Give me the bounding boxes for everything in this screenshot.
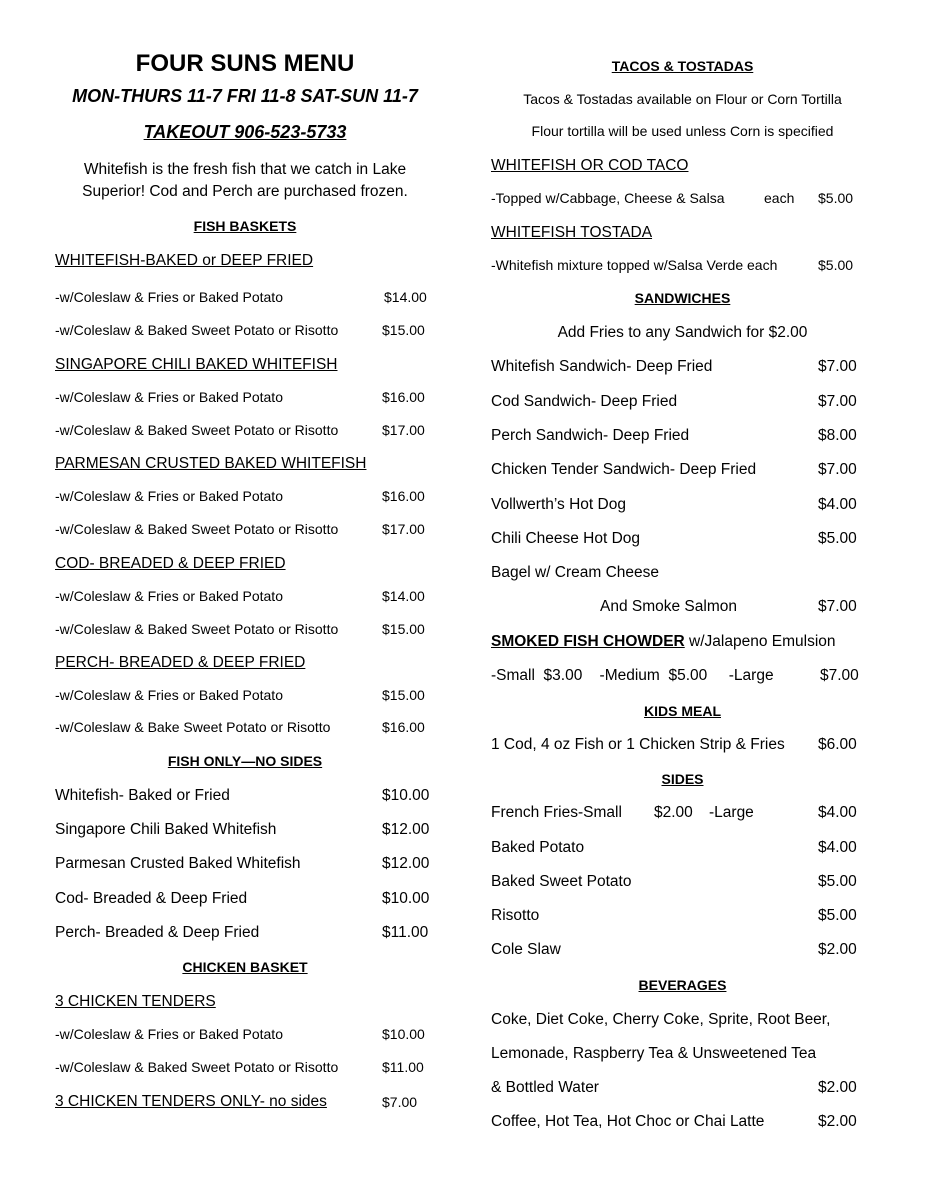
menu-item-label: -w/Coleslaw & Fries or Baked Potato — [55, 1026, 283, 1042]
group-name: COD- BREADED & DEEP FRIED — [55, 555, 286, 572]
menu-item-label: Whitefish- Baked or Fried — [55, 787, 230, 804]
chowder-title — [491, 633, 836, 651]
chicken-basket-heading: CHICKEN BASKET — [182, 959, 308, 975]
group-name: 3 CHICKEN TENDERS — [55, 993, 216, 1010]
beverages-heading: BEVERAGES — [638, 977, 727, 993]
each-label: each — [764, 190, 795, 206]
menu-item-label: -Large — [709, 804, 754, 821]
group-name: WHITEFISH-BAKED or DEEP FRIED — [55, 252, 314, 269]
menu-item-price: $14.00 — [382, 588, 425, 604]
menu-item-label: Cod- Breaded & Deep Fried — [55, 890, 248, 907]
menu-item-price: $2.00 — [818, 1079, 857, 1096]
kids-heading: KIDS MEAL — [644, 703, 721, 719]
menu-item-price: $12.00 — [382, 855, 430, 872]
sandwiches-heading: SANDWICHES — [634, 290, 731, 306]
menu-item-label: 3 CHICKEN TENDERS ONLY- no sides — [55, 1093, 327, 1110]
menu-item-price: $17.00 — [382, 521, 425, 537]
menu-item-price: $6.00 — [818, 736, 857, 753]
menu-item-label: French Fries-Small — [491, 804, 622, 821]
menu-item-price: $4.00 — [818, 839, 857, 856]
menu-item-label: -w/Coleslaw & Baked Sweet Potato or Risotto — [55, 422, 339, 438]
menu-item-label: -w/Coleslaw & Bake Sweet Potato or Risotto — [55, 719, 331, 735]
beverage-line: Lemonade, Raspberry Tea & Unsweetened Tea — [491, 1045, 817, 1062]
menu-item-label: -w/Coleslaw & Fries or Baked Potato — [55, 289, 283, 305]
chowder-name: SMOKED FISH CHOWDER — [491, 633, 685, 650]
menu-item-label: -w/Coleslaw & Baked Sweet Potato or Risotto — [55, 621, 339, 637]
menu-item-label: Cole Slaw — [491, 941, 561, 958]
menu-item-label: Bagel w/ Cream Cheese — [491, 564, 659, 581]
tacos-note2: Flour tortilla will be used unless Corn is specified — [531, 123, 834, 139]
menu-item-price: $10.00 — [382, 1026, 425, 1042]
menu-item-label: Perch Sandwich- Deep Fried — [491, 427, 690, 444]
menu-item-price: $10.00 — [382, 890, 430, 907]
takeout-phone: TAKEOUT 906-523-5733 — [143, 122, 347, 142]
menu-item-price: $7.00 — [818, 393, 857, 410]
menu-item-label: -w/Coleslaw & Fries or Baked Potato — [55, 687, 283, 703]
menu-item-label: Risotto — [491, 907, 540, 924]
menu-item-price: $5.00 — [818, 873, 857, 890]
menu-item-price: $7.00 — [818, 358, 857, 375]
beverage-line: Coke, Diet Coke, Cherry Coke, Sprite, Root Beer, — [491, 1011, 831, 1028]
tacos-heading: TACOS & TOSTADAS — [611, 58, 754, 74]
menu-item-label: Chili Cheese Hot Dog — [491, 530, 641, 547]
menu-item-label: -w/Coleslaw & Baked Sweet Potato or Risotto — [55, 521, 339, 537]
menu-item-label: -w/Coleslaw & Baked Sweet Potato or Risotto — [55, 1059, 339, 1075]
menu-item-price: $15.00 — [382, 687, 425, 703]
fish-note-line1: Whitefish is the fresh fish that we catch in Lake — [83, 161, 407, 178]
menu-item-label: Perch- Breaded & Deep Fried — [55, 924, 260, 941]
menu-item-price: $15.00 — [382, 621, 425, 637]
sandwiches-note: Add Fries to any Sandwich for $2.00 — [557, 324, 808, 341]
menu-item-label: Singapore Chili Baked Whitefish — [55, 821, 277, 838]
group-name: WHITEFISH TOSTADA — [491, 224, 653, 241]
chowder-sizes: -Small $3.00 -Medium $5.00 -Large — [491, 667, 774, 684]
menu-item-price: $8.00 — [818, 427, 857, 444]
menu-item-label: And Smoke Salmon — [600, 598, 737, 615]
menu-item-price: $16.00 — [382, 488, 425, 504]
menu-item-price: $7.00 — [818, 461, 857, 478]
menu-item-price: $5.00 — [818, 190, 854, 206]
group-name: WHITEFISH OR COD TACO — [491, 157, 689, 174]
menu-item-price: $17.00 — [382, 422, 425, 438]
menu-item-price: $5.00 — [818, 907, 857, 924]
fish-only-heading: FISH ONLY—NO SIDES — [167, 753, 323, 769]
menu-item-price: $12.00 — [382, 821, 430, 838]
fish-baskets-heading: FISH BASKETS — [193, 218, 297, 234]
menu-item-label: -w/Coleslaw & Baked Sweet Potato or Risotto — [55, 322, 339, 338]
menu-item-label: Vollwerth’s Hot Dog — [491, 496, 626, 513]
menu-item-price: $5.00 — [818, 257, 854, 273]
group-name: SINGAPORE CHILI BAKED WHITEFISH — [55, 356, 338, 373]
menu-item-label: -Whitefish mixture topped w/Salsa Verde each — [491, 257, 778, 273]
menu-item-label: -w/Coleslaw & Fries or Baked Potato — [55, 588, 283, 604]
menu-item-price: $14.00 — [384, 289, 427, 305]
menu-title: FOUR SUNS MENU — [135, 50, 355, 77]
menu-item-price: $11.00 — [382, 924, 429, 941]
menu-item-price: $7.00 — [818, 598, 857, 615]
menu-item-label: -Topped w/Cabbage, Cheese & Salsa — [491, 190, 725, 206]
menu-item-label: Chicken Tender Sandwich- Deep Fried — [491, 461, 757, 478]
menu-item-price: $7.00 — [820, 667, 859, 684]
beverage-line: & Bottled Water — [491, 1079, 599, 1096]
tacos-note1: Tacos & Tostadas available on Flour or Corn Tortilla — [523, 91, 842, 107]
menu-item-price: $7.00 — [382, 1094, 418, 1110]
beverage-line: Coffee, Hot Tea, Hot Choc or Chai Latte — [491, 1113, 765, 1130]
chowder-suffix: w/Jalapeno Emulsion — [684, 633, 836, 650]
hours: MON-THURS 11-7 FRI 11-8 SAT-SUN 11-7 — [72, 86, 418, 106]
fish-note-line2: Superior! Cod and Perch are purchased frozen. — [82, 183, 408, 200]
menu-item-label: 1 Cod, 4 oz Fish or 1 Chicken Strip & Fries — [491, 736, 785, 753]
menu-item-label: Whitefish Sandwich- Deep Fried — [491, 358, 713, 375]
menu-item-label: Parmesan Crusted Baked Whitefish — [55, 855, 301, 872]
group-name: PARMESAN CRUSTED BAKED WHITEFISH — [55, 455, 367, 472]
menu-item-price: $11.00 — [382, 1059, 424, 1075]
sides-heading: SIDES — [661, 771, 704, 787]
menu-item-label: Baked Potato — [491, 839, 585, 856]
menu-item-label: -w/Coleslaw & Fries or Baked Potato — [55, 389, 283, 405]
menu-item-label: Cod Sandwich- Deep Fried — [491, 393, 678, 410]
menu-item-price: $2.00 — [818, 941, 857, 958]
menu-item-label: -w/Coleslaw & Fries or Baked Potato — [55, 488, 283, 504]
menu-item-price: $4.00 — [818, 496, 857, 513]
group-name: PERCH- BREADED & DEEP FRIED — [55, 654, 306, 671]
menu-item-price: $10.00 — [382, 787, 430, 804]
menu-item-price: $16.00 — [382, 389, 425, 405]
menu-item-price: $5.00 — [818, 530, 857, 547]
menu-item-price: $2.00 — [818, 1113, 857, 1130]
menu-item-price: $4.00 — [818, 804, 857, 821]
menu-item-price: $16.00 — [382, 719, 425, 735]
menu-item-label: Baked Sweet Potato — [491, 873, 632, 890]
menu-item-price: $2.00 — [654, 804, 693, 821]
menu-item-price: $15.00 — [382, 322, 425, 338]
